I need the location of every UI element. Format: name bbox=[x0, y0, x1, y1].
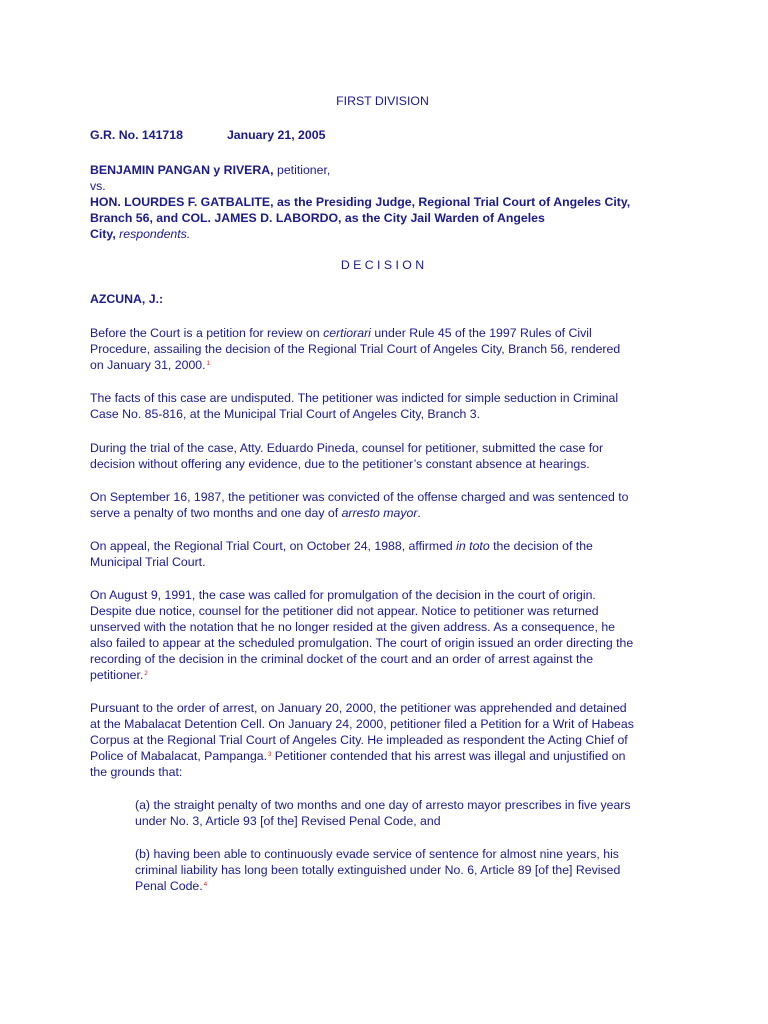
ponente bbox=[90, 291, 680, 307]
text-run: Police of Mabalacat, Pampanga. bbox=[90, 749, 268, 763]
versus: vs. bbox=[90, 179, 106, 193]
text-run: arresto mayor bbox=[341, 506, 418, 520]
text-run: under No. 3, Article 93 [of the] Revised Penal Code, and bbox=[135, 814, 441, 828]
text-run: . bbox=[417, 506, 421, 520]
petitioner-name: BENJAMIN PANGAN y RIVERA, bbox=[90, 163, 274, 177]
division-heading bbox=[90, 93, 675, 109]
text-run: Despite due notice, counsel for the petitioner did not appear. Notice to petitioner was returned bbox=[90, 604, 599, 618]
text-run: certiorari bbox=[323, 326, 371, 340]
paragraph-3 bbox=[90, 440, 680, 472]
text-run: The facts of this case are undisputed. The petitioner was indicted for simple seduction in Criminal bbox=[90, 391, 619, 405]
respondents-line-1: HON. LOURDES F. GATBALITE, as the Presiding Judge, Regional Trial Court of Angeles City, bbox=[90, 195, 631, 209]
parties-block bbox=[90, 162, 680, 242]
text-run: Corpus at the Regional Trial Court of Angeles City. He impleaded as respondent the Acting Chief of bbox=[90, 733, 628, 747]
text-run: AZCUNA, J.: bbox=[90, 292, 164, 306]
text-run: Municipal Trial Court. bbox=[90, 555, 206, 569]
text-run: During the trial of the case, Atty. Eduardo Pineda, counsel for petitioner, submitted the case for bbox=[90, 441, 604, 455]
text-run: the grounds that: bbox=[90, 765, 183, 779]
paragraph-5 bbox=[90, 538, 680, 570]
case-date: January 21, 2005 bbox=[226, 128, 326, 142]
footnote-ref-1[interactable]: 1 bbox=[206, 361, 210, 367]
paragraph-7 bbox=[90, 700, 680, 780]
paragraph-4 bbox=[90, 489, 680, 521]
text-run: in toto bbox=[456, 539, 490, 553]
case-header bbox=[90, 127, 680, 143]
text-run: Case No. 85-816, at the Municipal Trial Court of Angeles City, Branch 3. bbox=[90, 407, 481, 421]
ground-a bbox=[135, 797, 680, 829]
text-run: Procedure, assailing the decision of the Regional Trial Court of Angeles City, Branch 56, rendered bbox=[90, 342, 621, 356]
footnote-ref-2[interactable]: 2 bbox=[144, 671, 148, 677]
ground-b bbox=[135, 846, 680, 894]
text-run: On September 16, 1987, the petitioner was convicted of the offense charged and was sentenced to bbox=[90, 490, 629, 504]
text-run: FIRST DIVISION bbox=[336, 94, 429, 108]
text-run: under Rule 45 of the 1997 Rules of Civil bbox=[370, 326, 592, 340]
respondents-role: respondents. bbox=[115, 227, 191, 241]
text-run: On appeal, the Regional Trial Court, on October 24, 1988, affirmed bbox=[90, 539, 457, 553]
text-run: the decision of the bbox=[489, 539, 593, 553]
text-run: Petitioner contended that his arrest was illegal and unjustified on bbox=[271, 749, 626, 763]
text-run: decision without offering any evidence, due to the petitioner’s constant absence at hearings. bbox=[90, 457, 590, 471]
text-run: Penal Code. bbox=[135, 879, 203, 893]
text-run: Pursuant to the order of arrest, on January 20, 2000, the petitioner was apprehended and detained bbox=[90, 701, 627, 715]
text-run: D E C I S I O N bbox=[340, 258, 425, 272]
footnote-ref-4[interactable]: 4 bbox=[203, 882, 208, 888]
text-run: petitioner. bbox=[90, 668, 144, 682]
paragraph-2 bbox=[90, 390, 680, 422]
petitioner-role: petitioner, bbox=[273, 163, 331, 177]
paragraph-6 bbox=[90, 587, 680, 683]
text-run: (b) having been able to continuously evade service of sentence for almost nine years, his bbox=[135, 847, 619, 861]
decision-title bbox=[90, 257, 675, 273]
text-run: On August 9, 1991, the case was called for promulgation of the decision in the court of origin. bbox=[90, 588, 596, 602]
text-run: also failed to appear at the scheduled promulgation. The court of origin issued an order directing the bbox=[90, 636, 634, 650]
text-run: on January 31, 2000. bbox=[90, 358, 206, 372]
text-run: serve a penalty of two months and one day of bbox=[90, 506, 342, 520]
text-run: criminal liability has long been totally extinguished under No. 6, Article 89 [of the] Revised bbox=[135, 863, 621, 877]
respondents-line-3: City, bbox=[90, 227, 116, 241]
text-run: at the Mabalacat Detention Cell. On January 24, 2000, petitioner filed a Petition for a Writ of Habeas bbox=[90, 717, 634, 731]
text-run: Before the Court is a petition for review on bbox=[90, 326, 324, 340]
text-run: (a) the straight penalty of two months and one day of arresto mayor prescribes in five years bbox=[135, 798, 631, 812]
text-run: unserved with the notation that he no longer resided at the given address. As a consequence, he bbox=[90, 620, 616, 634]
respondents-line-2: Branch 56, and COL. JAMES D. LABORDO, as the City Jail Warden of Angeles bbox=[90, 211, 545, 225]
paragraph-1 bbox=[90, 325, 680, 373]
gr-number: G.R. No. 141718 bbox=[90, 128, 183, 142]
footnote-ref-3[interactable]: 3 bbox=[268, 752, 272, 758]
text-run: recording of the decision in the criminal docket of the court and an order of arrest against the bbox=[90, 652, 594, 666]
